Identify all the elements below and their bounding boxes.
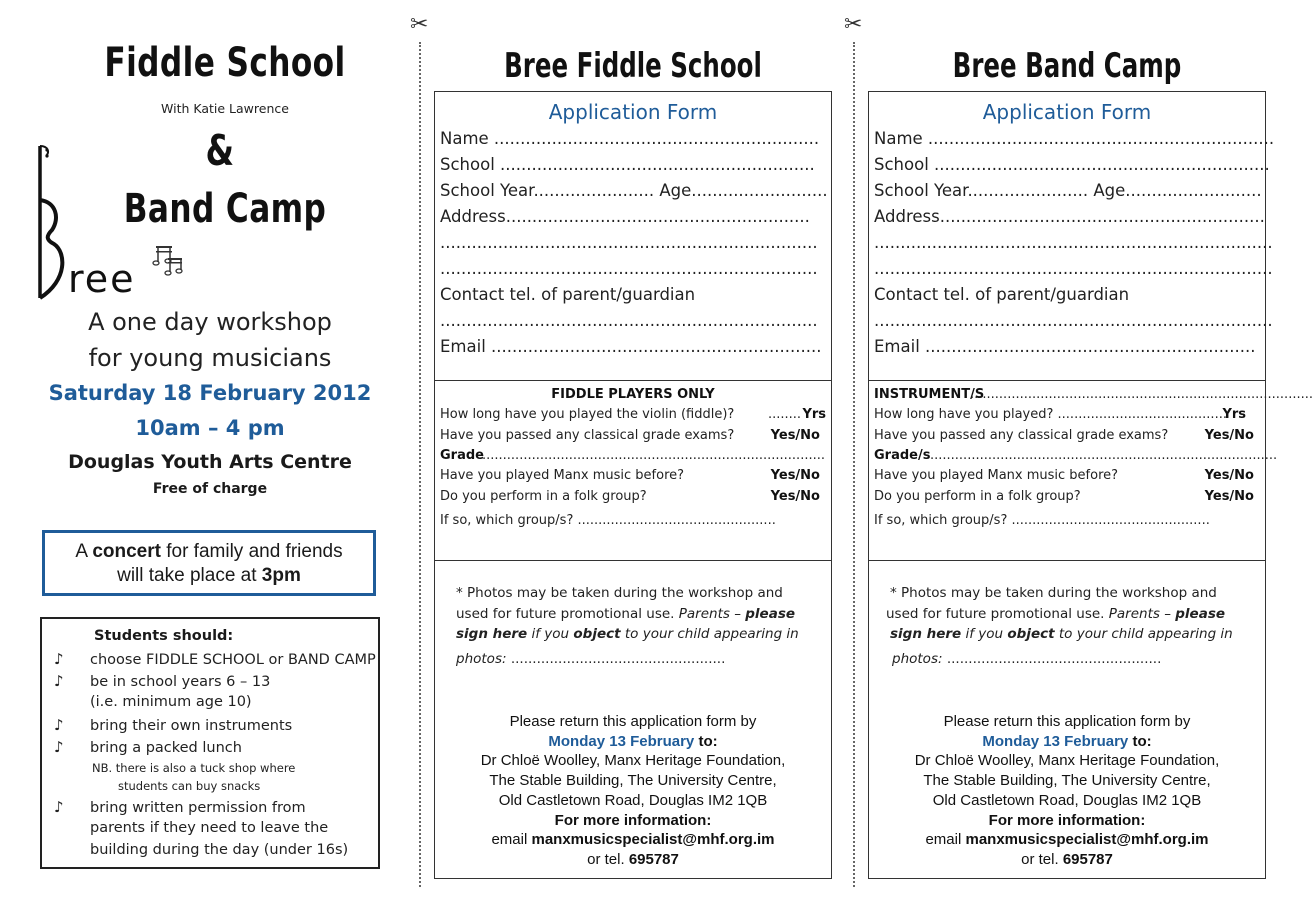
section-title: INSTRUMENT/S <box>874 387 985 402</box>
address-line-3[interactable]: ........................................................................ <box>440 259 818 278</box>
name-field[interactable]: Name .................................................................. <box>874 129 1275 148</box>
divider <box>868 380 1266 381</box>
yes-no-option[interactable]: Yes/No <box>1204 468 1254 483</box>
return-line: Please return this application form by <box>509 713 757 730</box>
grade-field[interactable]: .................................................................................... <box>930 448 1278 463</box>
grade-label: Grade/s <box>874 448 931 463</box>
list-item-text: bring written permission from <box>90 800 306 816</box>
address-line-3[interactable]: ............................................................................ <box>874 259 1273 278</box>
music-notes-icon <box>152 242 186 276</box>
concert-time: 3pm <box>261 565 301 586</box>
school-year-age-field[interactable]: School Year....................... Age.......................... <box>874 181 1262 200</box>
photo-consent-bold: please <box>1175 605 1226 622</box>
contact-email: manxmusicspecialist@mhf.org.im <box>531 831 775 849</box>
yes-no-option[interactable]: Yes/No <box>1204 489 1254 504</box>
list-item-text: be in school years 6 – 13 <box>90 674 271 690</box>
students-should-box <box>40 617 380 869</box>
workshop-line-1: A one day workshop <box>88 308 332 336</box>
contact-label: Contact tel. of parent/guardian <box>874 285 1130 304</box>
question-years-played[interactable]: How long have you played? ......................................... <box>874 407 1227 422</box>
poster-title-band-camp: Band Camp <box>123 186 327 232</box>
photo-consent-italic: to your child appearing in <box>1054 626 1233 642</box>
music-note-icon: ♪ <box>54 650 64 668</box>
list-item <box>54 650 376 668</box>
email-field[interactable]: Email ............................................................... <box>440 337 822 356</box>
address-line: Dr Chloë Woolley, Manx Heritage Foundation, <box>914 752 1220 770</box>
school-field[interactable]: School ............................................................ <box>440 155 815 174</box>
address-line-2[interactable]: ........................................................................ <box>440 233 818 252</box>
question-years-played: How long have you played the violin (fiddle)? <box>440 407 735 422</box>
address-line: Old Castletown Road, Douglas IM2 1QB <box>932 791 1202 809</box>
band-form-title: Bree Band Camp <box>952 46 1182 86</box>
instrument-field[interactable]: ................................................................................... <box>970 387 1313 402</box>
divider <box>434 380 832 381</box>
school-field[interactable]: School ................................................................ <box>874 155 1270 174</box>
photo-consent-bold: object <box>1007 626 1055 642</box>
contact-tel-field[interactable]: ............................................................................ <box>874 311 1273 330</box>
photo-consent-italic: to your child appearing in <box>620 626 799 642</box>
return-line: Please return this application form by <box>943 713 1191 730</box>
more-info-label: For more information: <box>988 811 1146 829</box>
photo-consent-bold: sign here <box>890 626 962 642</box>
event-time: 10am – 4 pm <box>135 416 285 440</box>
photo-consent-italic: if you <box>961 626 1008 642</box>
address-field[interactable]: Address.............................................................. <box>874 207 1265 226</box>
question-grade-exams: Have you passed any classical grade exams? <box>440 428 735 443</box>
scissors-icon: ✂ <box>410 12 429 37</box>
divider <box>434 560 832 561</box>
students-title: Students should: <box>94 628 234 644</box>
address-line-2[interactable]: ............................................................................ <box>874 233 1273 252</box>
email-field[interactable]: Email ............................................................... <box>874 337 1256 356</box>
photo-consent-bold: please <box>745 605 796 622</box>
return-date: Monday 13 February <box>982 732 1129 750</box>
list-item-continuation: (i.e. minimum age 10) <box>90 694 252 710</box>
address-line: The Stable Building, The University Centre, <box>489 772 777 790</box>
return-instructions <box>868 712 1266 870</box>
contact-tel-field[interactable]: ........................................................................ <box>440 311 818 330</box>
school-year-age-field[interactable]: School Year....................... Age.......................... <box>440 181 828 200</box>
photo-signature-field[interactable]: .................................................. <box>506 650 726 667</box>
photo-consent-line: * Photos may be taken during the workshop and <box>456 585 783 601</box>
question-grade-exams: Have you passed any classical grade exams? <box>874 428 1169 443</box>
concert-text-pre: A <box>75 541 93 562</box>
event-venue: Douglas Youth Arts Centre <box>68 451 352 473</box>
photos-label: photos: <box>456 650 507 667</box>
event-price: Free of charge <box>152 481 268 497</box>
yes-no-option[interactable]: Yes/No <box>770 428 820 443</box>
application-form-heading: Application Form <box>982 100 1152 124</box>
cut-line-2 <box>853 42 855 887</box>
tel-prefix: or tel. <box>587 850 629 868</box>
tuck-shop-note-2: students can buy snacks <box>118 779 261 793</box>
tuck-shop-note: NB. there is also a tuck shop where <box>92 761 296 775</box>
list-item <box>54 672 270 690</box>
name-field[interactable]: Name .............................................................. <box>440 129 820 148</box>
list-item-continuation: building during the day (under 16s) <box>90 842 349 858</box>
yes-no-option[interactable]: Yes/No <box>1204 428 1254 443</box>
email-prefix: email <box>925 831 966 849</box>
fiddle-form-title: Bree Fiddle School <box>504 46 762 86</box>
tel-prefix: or tel. <box>1021 850 1063 868</box>
question-manx-music: Have you played Manx music before? <box>874 468 1119 483</box>
photo-consent-bold: sign here <box>456 626 528 642</box>
photo-consent <box>886 583 1260 669</box>
which-group-field[interactable]: If so, which group/s? ................................................ <box>874 513 1210 528</box>
photo-consent-text: used for future promotional use. <box>886 605 1109 622</box>
scissors-icon: ✂ <box>844 12 863 37</box>
grade-label: Grade <box>440 448 484 463</box>
list-item-continuation: parents if they need to leave the <box>90 820 329 836</box>
question-folk-group: Do you perform in a folk group? <box>440 489 647 504</box>
list-item-text: choose FIDDLE SCHOOL or BAND CAMP <box>90 652 376 668</box>
return-to: to: <box>694 732 718 750</box>
years-field[interactable]: ........ <box>768 407 802 422</box>
return-instructions <box>434 712 832 870</box>
question-manx-music: Have you played Manx music before? <box>440 468 685 483</box>
divider <box>868 560 1266 561</box>
years-label: Yrs <box>1222 407 1246 422</box>
tutor-credit: With Katie Lawrence <box>161 101 289 116</box>
photo-consent-bold: object <box>573 626 621 642</box>
address-field[interactable]: Address.......................................................... <box>440 207 810 226</box>
years-label: Yrs <box>802 407 826 422</box>
music-note-icon: ♪ <box>54 716 64 734</box>
ampersand: & <box>205 126 235 175</box>
more-info-label: For more information: <box>554 811 712 829</box>
list-item <box>54 716 292 734</box>
yes-no-option[interactable]: Yes/No <box>770 468 820 483</box>
address-line: Dr Chloë Woolley, Manx Heritage Foundation, <box>480 752 786 770</box>
event-date: Saturday 18 February 2012 <box>48 381 372 405</box>
list-item <box>54 738 242 756</box>
bree-logo-text: ree <box>68 257 136 301</box>
photo-consent <box>456 583 826 669</box>
contact-email: manxmusicspecialist@mhf.org.im <box>965 831 1209 849</box>
workshop-line-2: for young musicians <box>88 344 332 372</box>
concert-time-pre: will take place at <box>117 565 262 586</box>
photo-consent-italic: Parents – <box>1108 605 1176 622</box>
photo-consent-text: used for future promotional use. <box>456 605 679 622</box>
cut-line-1 <box>419 42 421 887</box>
photo-consent-line: * Photos may be taken during the workshop and <box>890 585 1217 601</box>
list-item <box>54 798 306 816</box>
section-title: FIDDLE PLAYERS ONLY <box>551 387 715 402</box>
list-item-text: bring their own instruments <box>90 718 293 734</box>
email-prefix: email <box>491 831 532 849</box>
address-line: Old Castletown Road, Douglas IM2 1QB <box>498 791 768 809</box>
music-note-icon: ♪ <box>54 798 64 816</box>
return-date: Monday 13 February <box>548 732 695 750</box>
photo-signature-field[interactable]: .................................................. <box>942 650 1162 667</box>
question-folk-group: Do you perform in a folk group? <box>874 489 1081 504</box>
contact-label: Contact tel. of parent/guardian <box>440 285 696 304</box>
concert-text-post: for family and friends <box>160 541 343 562</box>
contact-tel: 695787 <box>1062 850 1113 868</box>
list-item-text: bring a packed lunch <box>90 740 242 756</box>
music-note-icon: ♪ <box>54 738 64 756</box>
yes-no-option[interactable]: Yes/No <box>770 489 820 504</box>
concert-notice <box>42 530 376 596</box>
photos-label: photos: <box>892 650 943 667</box>
poster-title-fiddle-school: Fiddle School <box>104 40 346 86</box>
music-note-icon: ♪ <box>54 672 64 690</box>
contact-tel: 695787 <box>628 850 679 868</box>
address-line: The Stable Building, The University Centre, <box>923 772 1211 790</box>
grade-field[interactable]: ................................................................................... <box>482 448 825 463</box>
photo-consent-italic: if you <box>527 626 574 642</box>
which-group-field[interactable]: If so, which group/s? ................................................ <box>440 513 776 528</box>
return-to: to: <box>1128 732 1152 750</box>
concert-text-bold: concert <box>92 541 161 562</box>
application-form-heading: Application Form <box>548 100 718 124</box>
photo-consent-italic: Parents – <box>678 605 746 622</box>
